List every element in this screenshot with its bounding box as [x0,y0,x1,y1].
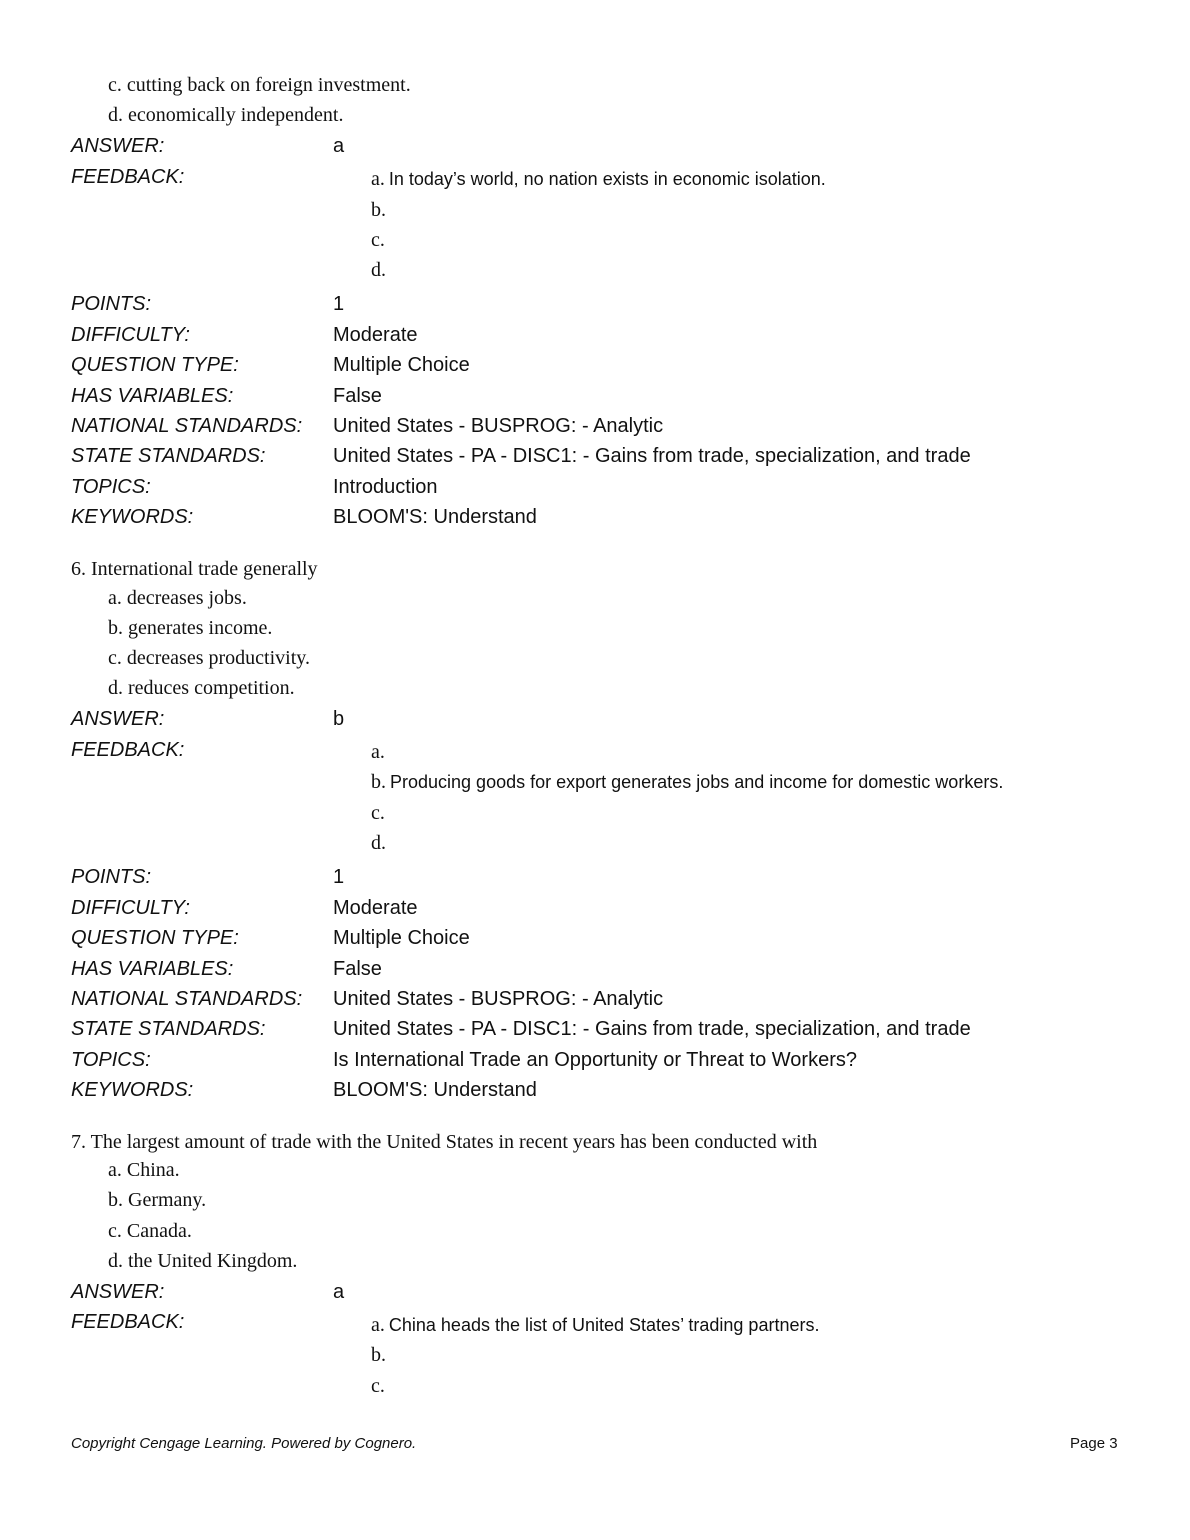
q5-option-d: d. economically independent. [108,104,344,126]
feedback-text: In today’s world, no nation exists in economic isolation. [388,169,826,189]
q5-national-standards-label: NATIONAL STANDARDS: [71,415,303,437]
q5-answer-label: ANSWER: [71,135,165,157]
q6-answer-label: ANSWER: [71,708,165,730]
q7-option-c: c. Canada. [108,1220,192,1242]
q6-topics-label: TOPICS: [71,1049,151,1071]
q6-difficulty-label: DIFFICULTY: [71,897,190,919]
q5-keywords-label: KEYWORDS: [71,506,194,528]
q7-feedback-b: b. [371,1344,386,1366]
q7-feedback-label: FEEDBACK: [71,1311,185,1333]
q6-question-type-label: QUESTION TYPE: [71,927,239,949]
q6-state-standards-value: United States - PA - DISC1: - Gains from trade, specialization, and trade [333,1018,971,1040]
q5-feedback-label: FEEDBACK: [71,166,185,188]
q7-answer-label: ANSWER: [71,1281,165,1303]
q6-points-value: 1 [333,866,345,888]
q5-answer-value: a [333,135,345,157]
q6-has-variables-label: HAS VARIABLES: [71,958,234,980]
footer-copyright: Copyright Cengage Learning. Powered by Cognero. [71,1435,417,1452]
q5-feedback-c: c. [371,229,385,251]
q7-option-d: d. the United Kingdom. [108,1250,298,1272]
q5-feedback-b: b. [371,199,386,221]
q7-answer-value: a [333,1281,345,1303]
q6-difficulty-value: Moderate [333,897,418,919]
q6-topics-value: Is International Trade an Opportunity or Threat to Workers? [333,1049,857,1071]
q6-question-type-value: Multiple Choice [333,927,470,949]
q5-option-c: c. cutting back on foreign investment. [108,74,411,96]
q6-feedback-label: FEEDBACK: [71,739,185,761]
q5-topics-value: Introduction [333,476,438,498]
q6-option-c: c. decreases productivity. [108,647,310,669]
q5-has-variables-label: HAS VARIABLES: [71,385,234,407]
q5-state-standards-value: United States - PA - DISC1: - Gains from trade, specialization, and trade [333,445,971,467]
q6-feedback-b [371,770,1003,796]
q6-question: 6. International trade generally [71,558,318,580]
q5-difficulty-value: Moderate [333,324,418,346]
q7-option-a: a. China. [108,1159,180,1181]
q6-state-standards-label: STATE STANDARDS: [71,1018,266,1040]
q7-feedback-a [371,1313,819,1339]
q6-feedback-a: a. [371,741,385,763]
q6-points-label: POINTS: [71,866,152,888]
q6-option-b: b. generates income. [108,617,273,639]
feedback-text: Producing goods for export generates jobs and income for domestic workers. [390,772,1004,792]
q5-difficulty-label: DIFFICULTY: [71,324,190,346]
q5-question-type-value: Multiple Choice [333,354,470,376]
feedback-letter: b. [371,771,386,793]
q6-option-a: a. decreases jobs. [108,587,247,609]
q6-answer-value: b [333,708,345,730]
q5-has-variables-value: False [333,385,382,407]
q5-question-type-label: QUESTION TYPE: [71,354,239,376]
q6-option-d: d. reduces competition. [108,677,295,699]
q5-keywords-value: BLOOM'S: Understand [333,506,537,528]
q6-feedback-d: d. [371,832,386,854]
q5-national-standards-value: United States - BUSPROG: - Analytic [333,415,664,437]
q6-feedback-c: c. [371,802,385,824]
q6-keywords-label: KEYWORDS: [71,1079,194,1101]
feedback-text: China heads the list of United States’ trading partners. [388,1315,820,1335]
q6-has-variables-value: False [333,958,382,980]
q6-keywords-value: BLOOM'S: Understand [333,1079,537,1101]
q6-national-standards-value: United States - BUSPROG: - Analytic [333,988,664,1010]
q7-option-b: b. Germany. [108,1189,207,1211]
q5-feedback-d: d. [371,259,386,281]
q5-state-standards-label: STATE STANDARDS: [71,445,266,467]
q7-feedback-c: c. [371,1375,385,1397]
footer-page-number: Page 3 [1070,1435,1118,1452]
q5-points-label: POINTS: [71,293,152,315]
q5-points-value: 1 [333,293,345,315]
q5-feedback-a [371,167,826,193]
q5-topics-label: TOPICS: [71,476,151,498]
q7-question: 7. The largest amount of trade with the United States in recent years has been conducted with [71,1131,818,1153]
feedback-letter: a. [371,168,385,190]
q6-national-standards-label: NATIONAL STANDARDS: [71,988,303,1010]
feedback-letter: a. [371,1314,385,1336]
